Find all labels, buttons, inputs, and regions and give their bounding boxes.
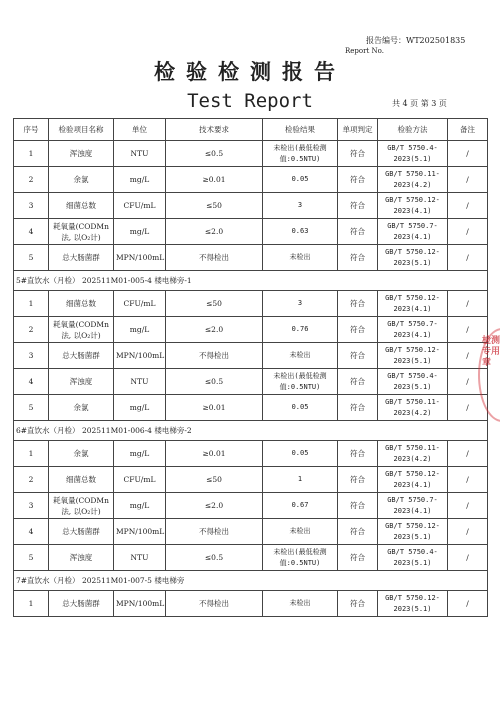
cell-judgment: 符合 xyxy=(338,591,378,617)
cell-method: GB/T 5750.11-2023(4.2) xyxy=(378,395,448,421)
table-row xyxy=(14,141,488,167)
cell-item-name: 浑浊度 xyxy=(49,369,114,395)
cell-result: 3 xyxy=(263,193,338,219)
cell-row-no: 5 xyxy=(14,545,49,571)
cell-judgment: 符合 xyxy=(338,467,378,493)
section-header-row xyxy=(14,421,488,441)
cell-unit: mg/L xyxy=(114,493,166,519)
cell-result: 未检出 xyxy=(263,519,338,545)
cell-judgment: 符合 xyxy=(338,219,378,245)
col-header-unit: 单位 xyxy=(114,119,166,141)
cell-unit: CFU/mL xyxy=(114,193,166,219)
cell-result: 0.76 xyxy=(263,317,338,343)
cell-method: GB/T 5750.4-2023(5.1) xyxy=(378,141,448,167)
table-row xyxy=(14,519,488,545)
cell-result: 未检出(最低检测值:0.5NTU) xyxy=(263,545,338,571)
cell-result: 0.05 xyxy=(263,167,338,193)
cell-unit: mg/L xyxy=(114,395,166,421)
cell-item-name: 浑浊度 xyxy=(49,545,114,571)
cell-remark: / xyxy=(448,245,488,271)
cell-row-no: 1 xyxy=(14,141,49,167)
cell-requirement: 不得检出 xyxy=(166,343,263,369)
cell-item-name: 细菌总数 xyxy=(49,291,114,317)
cell-row-no: 1 xyxy=(14,441,49,467)
cell-row-no: 4 xyxy=(14,519,49,545)
table-row xyxy=(14,317,488,343)
stamp-text: 检测专用章 xyxy=(482,336,500,368)
page-info: 共 4 页 第 3 页 xyxy=(392,99,447,108)
cell-remark: / xyxy=(448,343,488,369)
cell-requirement: ≤50 xyxy=(166,193,263,219)
cell-item-name: 浑浊度 xyxy=(49,141,114,167)
cell-judgment: 符合 xyxy=(338,441,378,467)
cell-requirement: ≥0.01 xyxy=(166,395,263,421)
cell-unit: NTU xyxy=(114,141,166,167)
section-label: 6#直饮水（月检） 202511M01-006-4 楼电梯旁-2 xyxy=(14,421,488,441)
cell-row-no: 3 xyxy=(14,343,49,369)
cell-method: GB/T 5750.12-2023(5.1) xyxy=(378,245,448,271)
cell-result: 未检出 xyxy=(263,343,338,369)
col-header-remark: 备注 xyxy=(448,119,488,141)
cell-item-name: 总大肠菌群 xyxy=(49,343,114,369)
cell-judgment: 符合 xyxy=(338,141,378,167)
cell-judgment: 符合 xyxy=(338,167,378,193)
cell-judgment: 符合 xyxy=(338,317,378,343)
cell-method: GB/T 5750.11-2023(4.2) xyxy=(378,441,448,467)
cell-remark: / xyxy=(448,167,488,193)
section-label: 5#直饮水（月检） 202511M01-005-4 楼电梯旁-1 xyxy=(14,271,488,291)
table-row xyxy=(14,193,488,219)
cell-method: GB/T 5750.4-2023(5.1) xyxy=(378,369,448,395)
cell-result: 0.63 xyxy=(263,219,338,245)
cell-requirement: ≤50 xyxy=(166,467,263,493)
cell-item-name: 细菌总数 xyxy=(49,467,114,493)
page-title-en: Test Report xyxy=(187,90,313,112)
table-row xyxy=(14,441,488,467)
cell-remark: / xyxy=(448,519,488,545)
cell-row-no: 4 xyxy=(14,369,49,395)
cell-item-name: 总大肠菌群 xyxy=(49,591,114,617)
cell-judgment: 符合 xyxy=(338,545,378,571)
cell-row-no: 2 xyxy=(14,167,49,193)
cell-remark: / xyxy=(448,317,488,343)
cell-row-no: 4 xyxy=(14,219,49,245)
cell-unit: MPN/100mL xyxy=(114,591,166,617)
cell-remark: / xyxy=(448,369,488,395)
cell-row-no: 5 xyxy=(14,245,49,271)
cell-row-no: 2 xyxy=(14,467,49,493)
page-title-cn: 检验检测报告 xyxy=(154,59,346,84)
cell-judgment: 符合 xyxy=(338,245,378,271)
cell-requirement: ≤2.0 xyxy=(166,219,263,245)
cell-item-name: 耗氧量(CODMn法, 以O₂计) xyxy=(49,493,114,519)
cell-requirement: ≥0.01 xyxy=(166,441,263,467)
cell-row-no: 5 xyxy=(14,395,49,421)
table-row xyxy=(14,395,488,421)
cell-result: 未检出 xyxy=(263,591,338,617)
section-label: 7#直饮水（月检） 202511M01-007-5 楼电梯旁 xyxy=(14,571,488,591)
cell-unit: mg/L xyxy=(114,167,166,193)
report-number-en-label: Report No. xyxy=(345,47,384,55)
cell-unit: NTU xyxy=(114,545,166,571)
table-row xyxy=(14,245,488,271)
cell-remark: / xyxy=(448,219,488,245)
cell-item-name: 总大肠菌群 xyxy=(49,245,114,271)
cell-requirement: ≤50 xyxy=(166,291,263,317)
cell-requirement: ≤0.5 xyxy=(166,141,263,167)
cell-result: 未检出 xyxy=(263,245,338,271)
cell-requirement: ≤0.5 xyxy=(166,545,263,571)
cell-row-no: 1 xyxy=(14,591,49,617)
cell-judgment: 符合 xyxy=(338,193,378,219)
cell-unit: MPN/100mL xyxy=(114,343,166,369)
cell-method: GB/T 5750.12-2023(4.1) xyxy=(378,467,448,493)
cell-requirement: 不得检出 xyxy=(166,245,263,271)
table-row xyxy=(14,219,488,245)
cell-requirement: ≤0.5 xyxy=(166,369,263,395)
cell-requirement: 不得检出 xyxy=(166,519,263,545)
cell-judgment: 符合 xyxy=(338,343,378,369)
col-header-no: 序号 xyxy=(14,119,49,141)
col-header-result: 检验结果 xyxy=(263,119,338,141)
cell-remark: / xyxy=(448,591,488,617)
cell-item-name: 余氯 xyxy=(49,441,114,467)
cell-method: GB/T 5750.12-2023(5.1) xyxy=(378,591,448,617)
cell-item-name: 余氯 xyxy=(49,167,114,193)
cell-judgment: 符合 xyxy=(338,369,378,395)
table-row xyxy=(14,291,488,317)
cell-remark: / xyxy=(448,493,488,519)
table-row xyxy=(14,369,488,395)
cell-result: 0.05 xyxy=(263,395,338,421)
report-number: 报告编号：WT202501835 xyxy=(366,36,466,45)
cell-requirement: ≤2.0 xyxy=(166,317,263,343)
cell-unit: mg/L xyxy=(114,441,166,467)
cell-requirement: ≤2.0 xyxy=(166,493,263,519)
cell-remark: / xyxy=(448,441,488,467)
table-row xyxy=(14,493,488,519)
section-header-row xyxy=(14,271,488,291)
cell-judgment: 符合 xyxy=(338,493,378,519)
table-row xyxy=(14,467,488,493)
table-row xyxy=(14,545,488,571)
cell-unit: MPN/100mL xyxy=(114,519,166,545)
cell-row-no: 1 xyxy=(14,291,49,317)
section-header-row xyxy=(14,571,488,591)
cell-unit: CFU/mL xyxy=(114,467,166,493)
cell-unit: CFU/mL xyxy=(114,291,166,317)
cell-item-name: 细菌总数 xyxy=(49,193,114,219)
cell-method: GB/T 5750.12-2023(5.1) xyxy=(378,519,448,545)
col-header-item: 检验项目名称 xyxy=(49,119,114,141)
cell-item-name: 总大肠菌群 xyxy=(49,519,114,545)
cell-method: GB/T 5750.7-2023(4.1) xyxy=(378,219,448,245)
cell-remark: / xyxy=(448,141,488,167)
cell-method: GB/T 5750.11-2023(4.2) xyxy=(378,167,448,193)
cell-item-name: 耗氧量(CODMn法, 以O₂计) xyxy=(49,317,114,343)
cell-method: GB/T 5750.12-2023(4.1) xyxy=(378,193,448,219)
cell-row-no: 3 xyxy=(14,193,49,219)
cell-method: GB/T 5750.12-2023(4.1) xyxy=(378,291,448,317)
col-header-method: 检验方法 xyxy=(378,119,448,141)
cell-unit: mg/L xyxy=(114,317,166,343)
cell-unit: MPN/100mL xyxy=(114,245,166,271)
table-row xyxy=(14,167,488,193)
cell-judgment: 符合 xyxy=(338,291,378,317)
cell-row-no: 2 xyxy=(14,317,49,343)
cell-item-name: 余氯 xyxy=(49,395,114,421)
cell-item-name: 耗氧量(CODMn法, 以O₂计) xyxy=(49,219,114,245)
cell-remark: / xyxy=(448,193,488,219)
cell-method: GB/T 5750.7-2023(4.1) xyxy=(378,317,448,343)
cell-remark: / xyxy=(448,467,488,493)
cell-result: 0.05 xyxy=(263,441,338,467)
cell-requirement: ≥0.01 xyxy=(166,167,263,193)
cell-result: 未检出(最低检测值:0.5NTU) xyxy=(263,369,338,395)
cell-remark: / xyxy=(448,395,488,421)
cell-method: GB/T 5750.7-2023(4.1) xyxy=(378,493,448,519)
results-table xyxy=(13,118,488,617)
col-header-requirement: 技术要求 xyxy=(166,119,263,141)
cell-method: GB/T 5750.12-2023(5.1) xyxy=(378,343,448,369)
table-row xyxy=(14,343,488,369)
cell-requirement: 不得检出 xyxy=(166,591,263,617)
cell-result: 3 xyxy=(263,291,338,317)
cell-judgment: 符合 xyxy=(338,519,378,545)
cell-result: 未检出(最低检测值:0.5NTU) xyxy=(263,141,338,167)
cell-judgment: 符合 xyxy=(338,395,378,421)
cell-remark: / xyxy=(448,291,488,317)
col-header-judgment: 单项判定 xyxy=(338,119,378,141)
cell-remark: / xyxy=(448,545,488,571)
cell-unit: NTU xyxy=(114,369,166,395)
table-row xyxy=(14,591,488,617)
table-header-row xyxy=(14,119,488,141)
cell-result: 1 xyxy=(263,467,338,493)
cell-row-no: 3 xyxy=(14,493,49,519)
cell-unit: mg/L xyxy=(114,219,166,245)
cell-method: GB/T 5750.4-2023(5.1) xyxy=(378,545,448,571)
cell-result: 0.67 xyxy=(263,493,338,519)
